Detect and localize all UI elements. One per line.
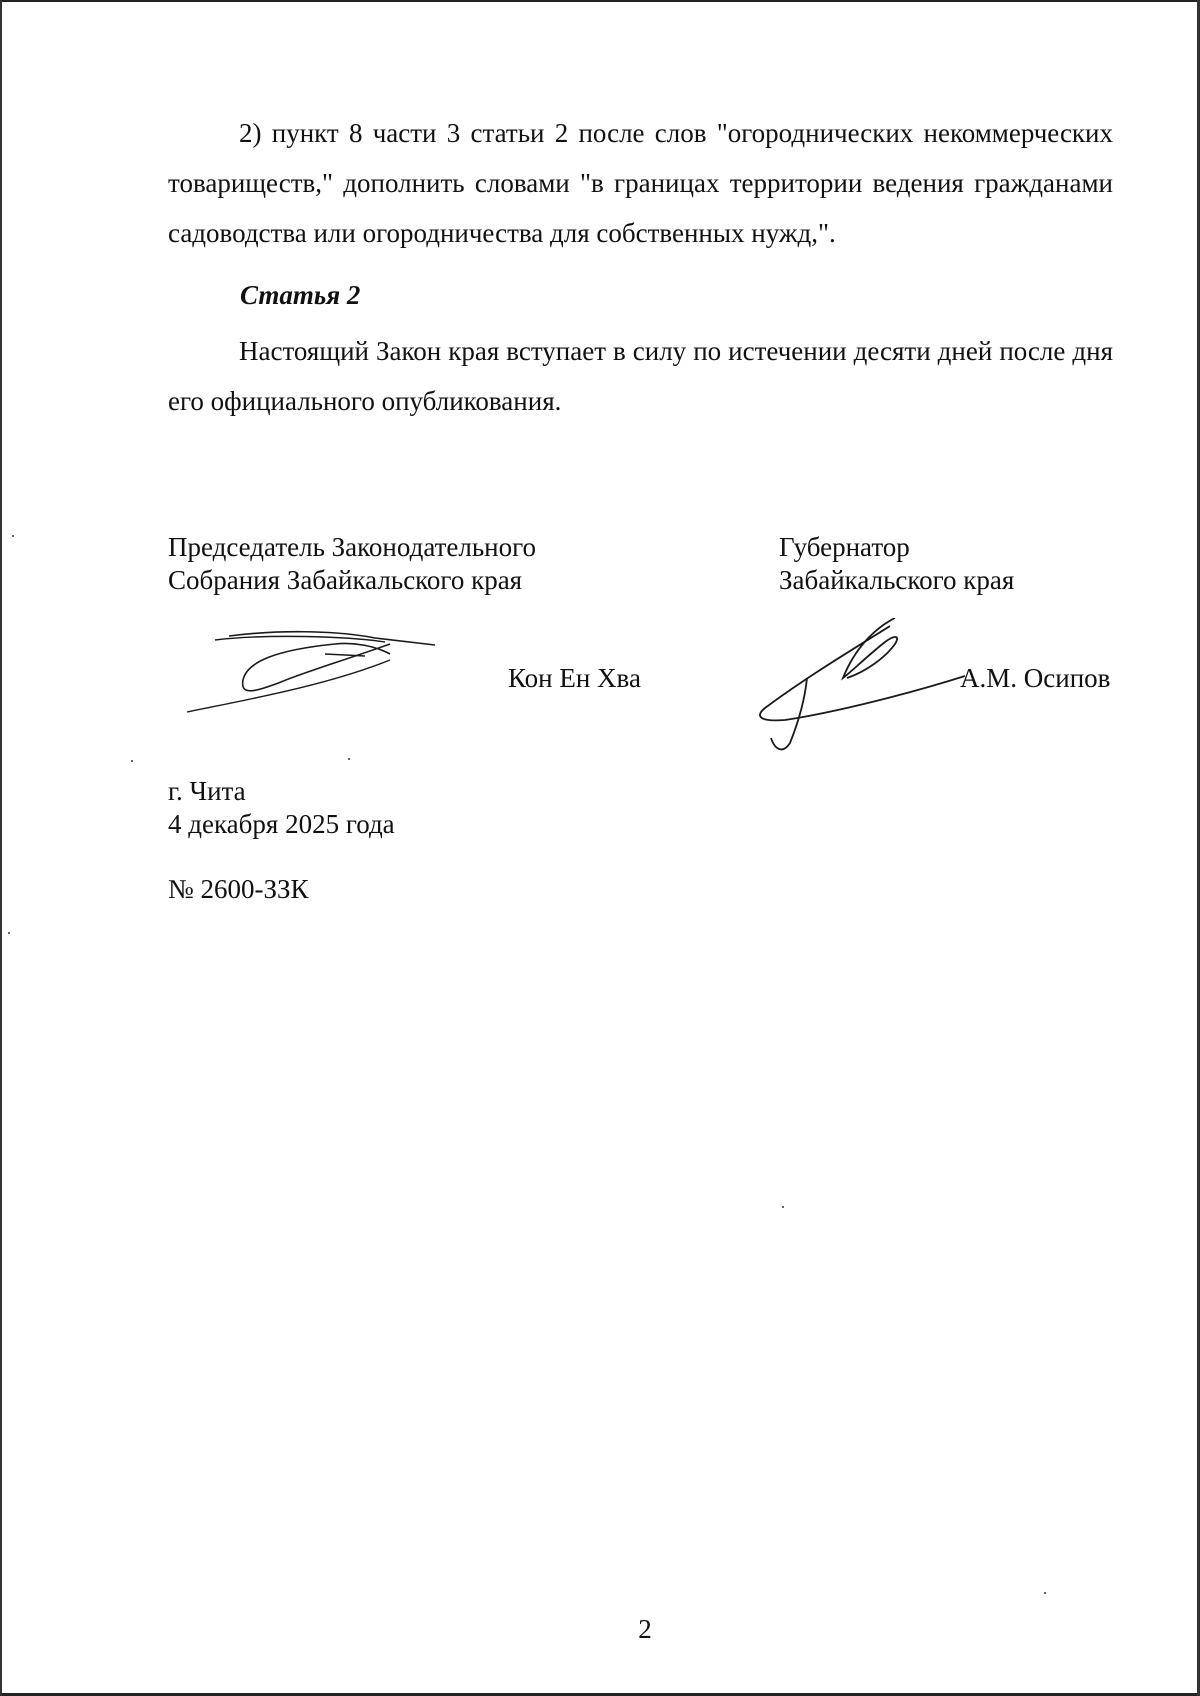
document-date: 4 декабря 2025 года (168, 809, 395, 839)
scan-speck (348, 758, 350, 760)
article-heading: Статья 2 (240, 280, 361, 310)
effective-date-text: Настоящий Закон края вступает в силу по истечении десяти дней после дня его официального опубликования. (168, 336, 1113, 416)
scan-speck (1044, 1592, 1046, 1594)
governor-title-block (779, 531, 1014, 597)
amendment-text: 2) пункт 8 части 3 статьи 2 после слов "огороднических некоммерческих товариществ," дополнить словами "в границах территории ведения гражданами садоводства или огородничества для собственных нужд,". (168, 118, 1113, 248)
scan-border-top (0, 0, 1200, 2)
governor-title-line2: Забайкальского края (779, 565, 1015, 595)
scan-speck (12, 535, 14, 537)
scan-speck (782, 1206, 784, 1208)
scan-speck (8, 932, 10, 934)
chair-name: Кон Ен Хва (508, 663, 641, 693)
chair-title-block (168, 531, 536, 597)
chair-signature-icon (185, 620, 445, 720)
scan-border-left (0, 0, 2, 1696)
document-city: г. Чита (168, 776, 246, 806)
governor-name: А.М. Осипов (960, 663, 1111, 693)
page-number: 2 (638, 1614, 652, 1644)
effective-date-paragraph (168, 326, 1113, 426)
chair-title-line1: Председатель Законодательного (168, 532, 537, 562)
document-number: № 2600-ЗЗК (168, 874, 309, 904)
governor-title-line1: Губернатор (779, 532, 910, 562)
scan-speck (131, 760, 133, 762)
governor-signature-icon (755, 618, 975, 758)
amendment-paragraph (168, 108, 1113, 258)
chair-title-line2: Собрания Забайкальского края (168, 565, 523, 595)
